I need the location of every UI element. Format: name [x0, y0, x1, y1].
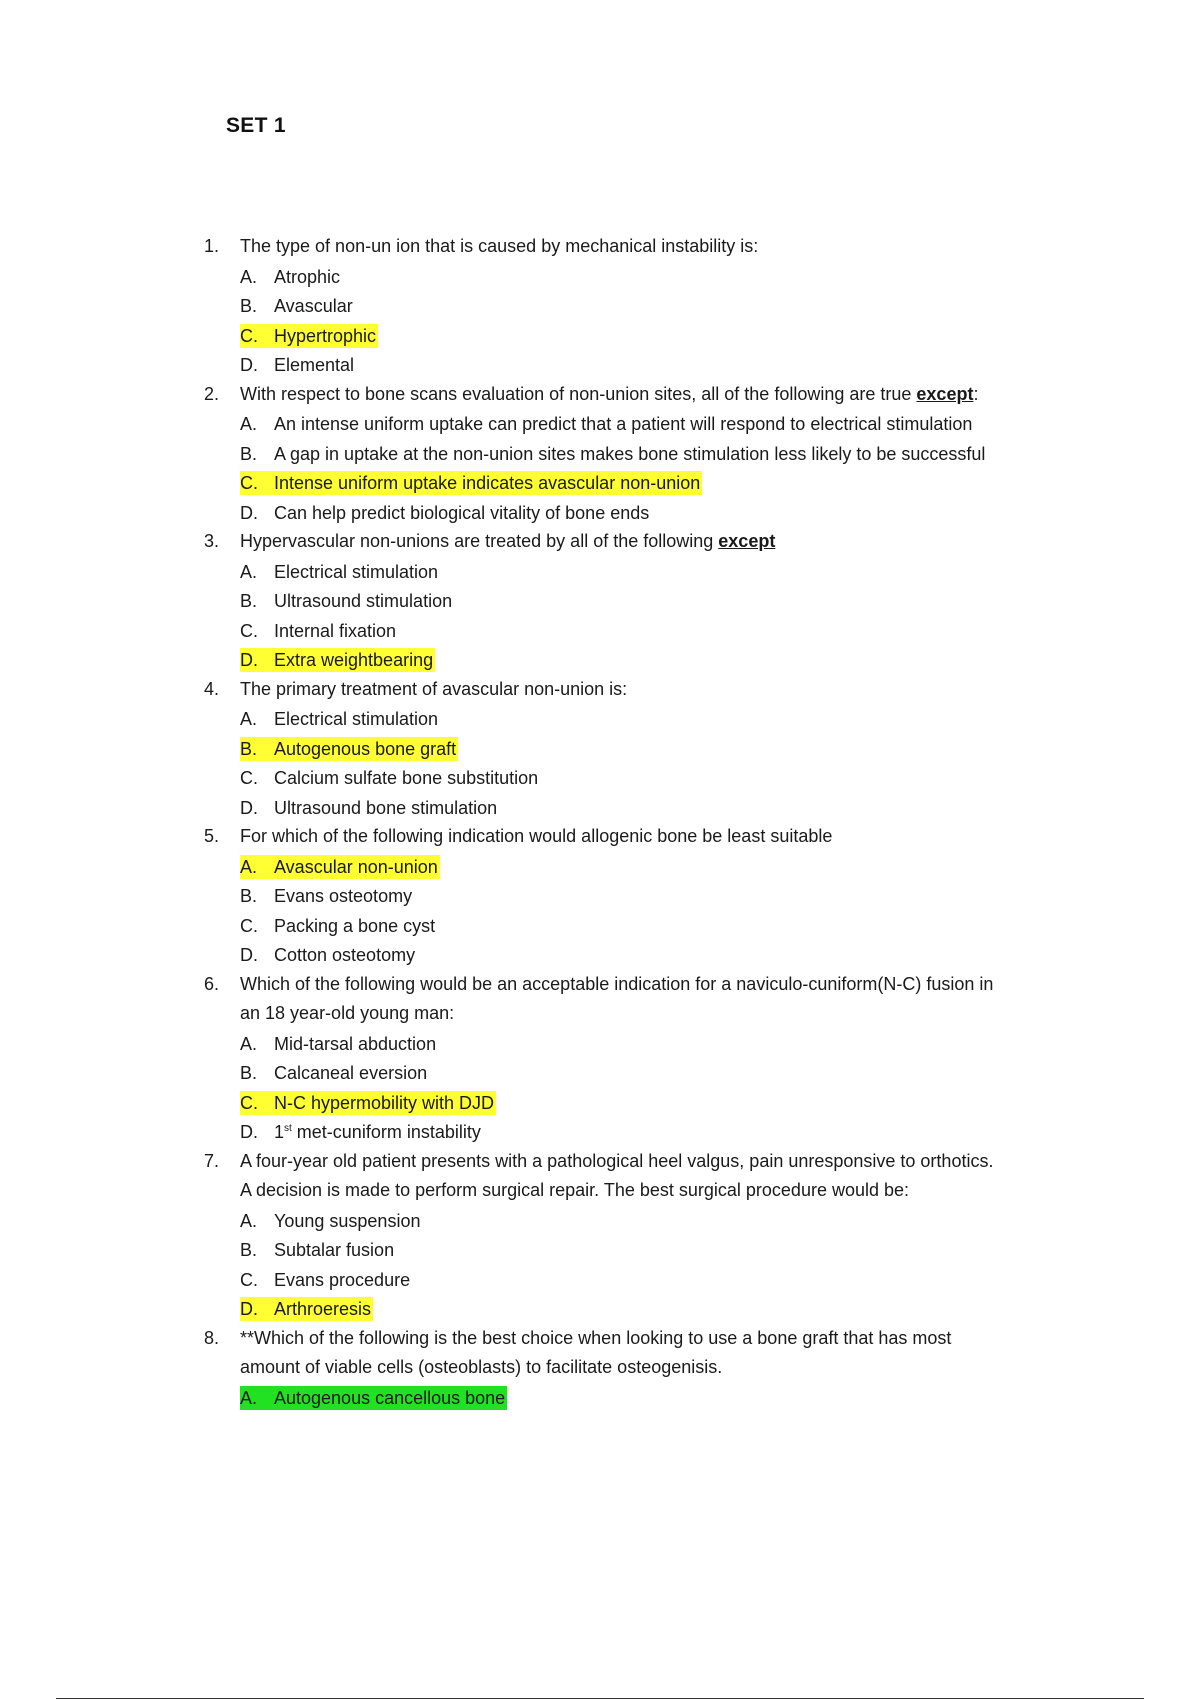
option [240, 911, 1084, 941]
question-8 [204, 1324, 1084, 1413]
option-letter: C. [240, 620, 258, 641]
option-text: Avascular [274, 296, 353, 317]
question-text: Which of the following would be an acceptable indication for a naviculo-cuniform(N-C) fusion in [240, 973, 994, 994]
option-text: A gap in uptake at the non-union sites makes bone stimulation less likely to be successful [274, 443, 986, 464]
question-text-line2: A decision is made to perform surgical repair. The best surgical procedure would be: [240, 1180, 910, 1200]
option [240, 704, 1084, 734]
option-highlighted-answer [240, 468, 1084, 498]
option-letter: D. [240, 1122, 258, 1143]
question-number: 4. [204, 678, 220, 699]
option-highlighted-answer [240, 852, 1084, 882]
option-highlighted-answer [240, 734, 1084, 764]
option-letter: A. [240, 266, 258, 287]
option-text: Evans osteotomy [274, 886, 413, 907]
option-letter: A. [240, 1033, 258, 1054]
option-letter: D. [240, 945, 258, 966]
question-2 [204, 380, 1084, 528]
question-text-after: : [973, 383, 979, 404]
option-text: Electrical stimulation [274, 709, 439, 730]
option-text: Elemental [274, 355, 355, 376]
option [240, 409, 1084, 439]
option [240, 1117, 1084, 1147]
question-number: 8. [204, 1327, 220, 1348]
option-text: N-C hypermobility with DJD [274, 1092, 495, 1113]
emphasis-except: except [916, 383, 974, 404]
option-letter: B. [240, 886, 258, 907]
option [240, 940, 1084, 970]
question-number: 3. [204, 531, 220, 551]
option-text: Hypertrophic [274, 325, 377, 346]
option-letter: B. [240, 738, 258, 759]
option-letter: D. [240, 1299, 258, 1320]
option-text: Electrical stimulation [274, 561, 439, 582]
question-5 [204, 822, 1084, 970]
option-highlighted-answer [240, 1088, 1084, 1118]
ordinal-superscript: st [284, 1123, 292, 1135]
question-text: Hypervascular non-unions are treated by all of the following [240, 531, 714, 551]
option-letter: D. [240, 797, 258, 818]
option-letter: D. [240, 355, 258, 376]
option-text: Ultrasound bone stimulation [274, 797, 498, 818]
option-letter: A. [240, 856, 258, 877]
set-title: SET 1 [226, 114, 286, 137]
option [240, 1058, 1084, 1088]
option-highlighted-answer [240, 645, 1084, 675]
question-text: **Which of the following is the best choice when looking to use a bone graft that has most [240, 1327, 952, 1348]
option-letter: C. [240, 1269, 258, 1290]
question-number: 7. [204, 1150, 220, 1171]
option [240, 439, 1084, 469]
option-letter: C. [240, 1092, 258, 1113]
option-text-prefix: 1 [274, 1122, 285, 1143]
option [240, 1235, 1084, 1265]
option-letter: A. [240, 414, 258, 435]
option-letter: B. [240, 1063, 258, 1084]
question-text: The type of non-un ion that is caused by mechanical instability is: [240, 236, 759, 256]
question-text-line2: amount of viable cells (osteoblasts) to facilitate osteogenisis. [240, 1357, 723, 1377]
option-letter: A. [240, 1210, 258, 1231]
option-letter: B. [240, 591, 258, 612]
option-letter: D. [240, 502, 258, 523]
option [240, 616, 1084, 646]
option-text: met-cuniform instability [291, 1122, 481, 1143]
option [240, 262, 1084, 292]
option-letter: C. [240, 915, 258, 936]
option-text: Internal fixation [274, 620, 397, 641]
option-text: An intense uniform uptake can predict that a patient will respond to electrical stimulation [274, 414, 973, 435]
option [240, 1265, 1084, 1295]
question-1 [204, 232, 1084, 380]
option-letter: B. [240, 443, 258, 464]
option [240, 498, 1084, 528]
option-letter: B. [240, 1240, 258, 1261]
option [240, 1206, 1084, 1236]
option-text: Subtalar fusion [274, 1240, 395, 1261]
option [240, 1029, 1084, 1059]
option-text: Autogenous bone graft [274, 738, 457, 759]
question-list [204, 232, 1084, 1412]
option [240, 291, 1084, 321]
option-text: Cotton osteotomy [274, 945, 416, 966]
question-number: 1. [204, 236, 220, 256]
option-text: Ultrasound stimulation [274, 591, 453, 612]
option-text: Can help predict biological vitality of bone ends [274, 502, 650, 523]
option-text: Young suspension [274, 1210, 421, 1231]
option-text: Atrophic [274, 266, 341, 287]
option-text: Evans procedure [274, 1269, 411, 1290]
option [240, 881, 1084, 911]
option-highlighted-answer [240, 1294, 1084, 1324]
option-highlighted-answer [240, 321, 1084, 351]
question-7 [204, 1147, 1084, 1324]
option-text: Calcium sulfate bone substitution [274, 768, 539, 789]
option [240, 586, 1084, 616]
option-letter: C. [240, 325, 258, 346]
question-text: For which of the following indication would allogenic bone be least suitable [240, 826, 833, 846]
option-text: Arthroeresis [274, 1299, 372, 1320]
question-6 [204, 970, 1084, 1147]
question-text: The primary treatment of avascular non-union is: [240, 678, 628, 699]
question-text: With respect to bone scans evaluation of non-union sites, all of the following are true [240, 383, 912, 404]
option [240, 557, 1084, 587]
question-number: 6. [204, 973, 220, 994]
option-letter: C. [240, 768, 258, 789]
question-number: 2. [204, 383, 220, 404]
option-text: Calcaneal eversion [274, 1063, 428, 1084]
option-text: Mid-tarsal abduction [274, 1033, 437, 1054]
option-highlighted-answer [240, 1383, 1084, 1413]
option-text: Intense uniform uptake indicates avascular non-union [274, 473, 701, 494]
question-text: A four-year old patient presents with a pathological heel valgus, pain unresponsive to orthotics. [240, 1150, 994, 1171]
option [240, 793, 1084, 823]
page-bottom-rule [56, 1698, 1144, 1699]
option-text: Extra weightbearing [274, 650, 434, 671]
emphasis-except: except [718, 531, 776, 551]
question-number: 5. [204, 826, 220, 846]
option-letter: D. [240, 650, 258, 671]
option [240, 763, 1084, 793]
option-letter: A. [240, 561, 258, 582]
question-text-line2: an 18 year-old young man: [240, 1003, 455, 1023]
option-letter: C. [240, 473, 258, 494]
option-letter: B. [240, 296, 258, 317]
option-text: Autogenous cancellous bone [274, 1387, 506, 1408]
option-text: Avascular non-union [274, 856, 438, 877]
question-3 [204, 527, 1084, 675]
question-4 [204, 675, 1084, 823]
option-text: Packing a bone cyst [274, 915, 436, 936]
option-letter: A. [240, 1387, 258, 1408]
option [240, 350, 1084, 380]
option-letter: A. [240, 709, 258, 730]
